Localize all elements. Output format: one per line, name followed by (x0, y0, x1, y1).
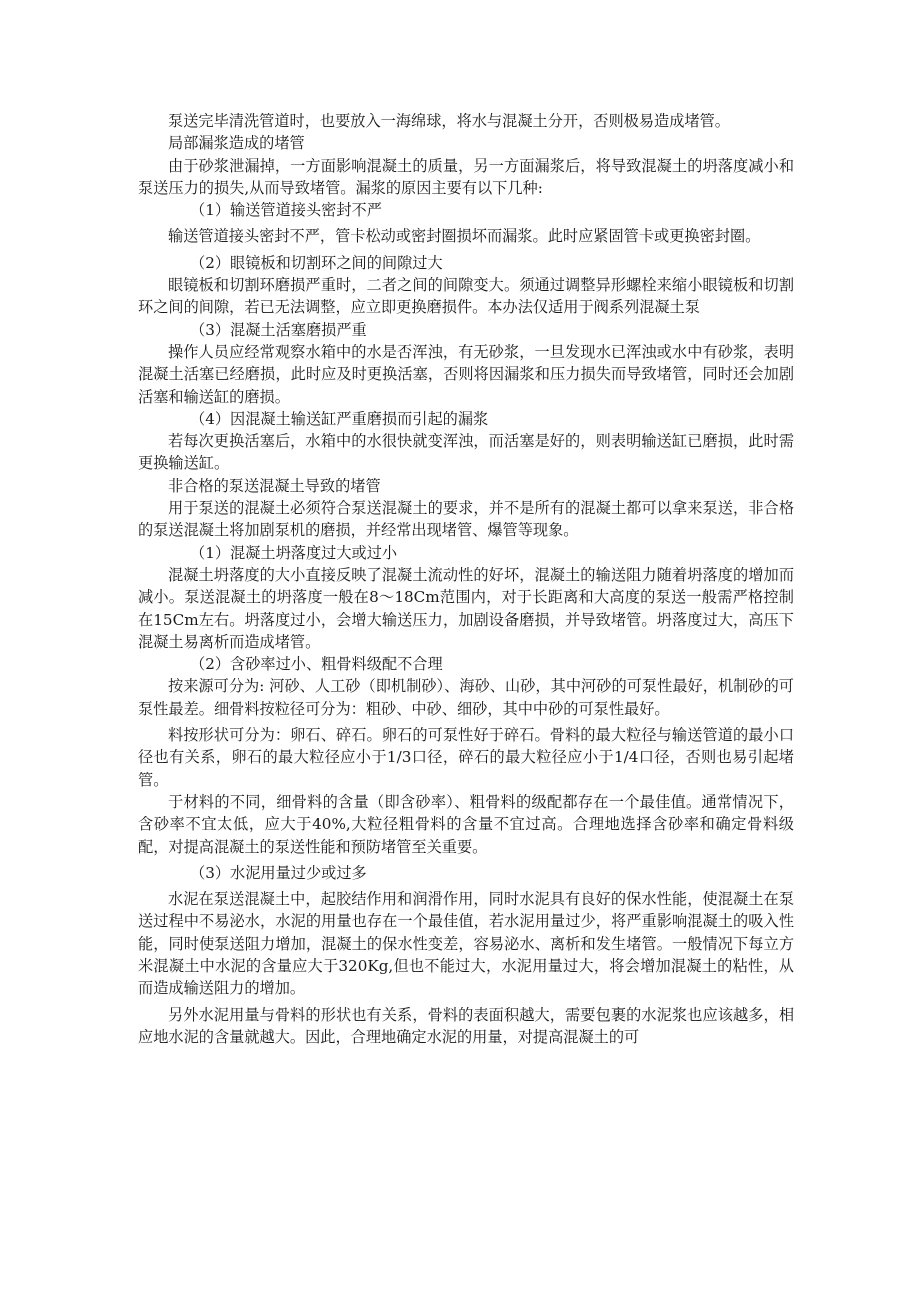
body-paragraph: 若每次更换活塞后，水箱中的水很快就变浑浊，而活塞是好的，则表明输送缸已磨损，此时需更换输送缸。 (138, 432, 794, 473)
section-subheading: （4）因混凝土输送缸严重磨损而引起的漏浆 (190, 409, 489, 428)
section-subheading: （3）混凝土活塞磨损严重 (190, 320, 367, 339)
section-subheading: （2）含砂率过小、粗骨料级配不合理 (190, 655, 443, 674)
section-subheading: （1）混凝土坍落度过大或过小 (190, 543, 398, 562)
body-paragraph: 于材料的不同，细骨料的含量（即含砂率）、粗骨料的级配都存在一个最佳值。通常情况下，含砂率不宜太低，应大于40%,大粒径粗骨料的含量不宜过高。合理地选择含砂率和确定骨料级配，对提高混凝土的泵送性能和预防堵管至关重要。 (138, 792, 794, 856)
body-paragraph: 料按形状可分为：卵石、碎石。卵石的可泵性好于碎石。骨料的最大粒径与输送管道的最小口径也有关系，卵石的最大粒径应小于1/3口径，碎石的最大粒径应小于1/4口径，否则也易引起堵管。 (138, 726, 794, 789)
body-paragraph: 混凝土坍落度的大小直接反映了混凝土流动性的好坏，混凝土的输送阻力随着坍落度的增加而减小。泵送混凝土的坍落度一般在8～18Cm范围内，对于长距离和大高度的泵送一般需严格控制在15Cm左右。坍落度过小，会增大输送压力，加剧设备磨损，并导致堵管。坍落度过大，高压下混凝土易离析而造成堵管。 (138, 565, 794, 651)
body-paragraph: 由于砂浆泄漏掉，一方面影响混凝土的质量，另一方面漏浆后，将导致混凝土的坍落度减小和泵送压力的损失,从而导致堵管。漏浆的原因主要有以下几种: (138, 156, 794, 197)
body-paragraph: 按来源可分为: 河砂、人工砂（即机制砂）、海砂、山砂，其中河砂的可泵性最好，机制砂的可泵性最差。细骨料按粒径可分为：粗砂、中砂、细砂，其中中砂的可泵性最好。 (138, 677, 794, 718)
body-paragraph: 操作人员应经常观察水箱中的水是否浑浊，有无砂浆，一旦发现水已浑浊或水中有砂浆，表明混凝土活塞已经磨损，此时应及时更换活塞，否则将因漏浆和压力损失而导致堵管，同时还会加剧活塞和输送缸的磨损。 (138, 342, 794, 406)
section-subheading: （1）输送管道接头密封不严 (190, 201, 382, 220)
body-paragraph: 用于泵送的混凝土必须符合泵送混凝土的要求，并不是所有的混凝土都可以拿来泵送，非合格的泵送混凝土将加剧泵机的磨损，并经常出现堵管、爆管等现象。 (138, 499, 794, 540)
body-paragraph: 另外水泥用量与骨料的形状也有关系，骨料的表面积越大，需要包裹的水泥浆也应该越多，相应地水泥的含量就越大。因此，合理地确定水泥的用量，对提高混凝土的可 (138, 1005, 794, 1046)
body-paragraph: 非合格的泵送混凝土导致的堵管 (168, 476, 381, 495)
body-paragraph: 泵送完毕清洗管道时，也要放入一海绵球，将水与混凝土分开，否则极易造成堵管。 (168, 112, 730, 130)
section-subheading: （2）眼镜板和切割环之间的间隙过大 (190, 253, 443, 272)
body-paragraph: 眼镜板和切割环磨损严重时，二者之间的间隙变大。须通过调整异形螺栓来缩小眼镜板和切割环之间的间隙，若已无法调整，应立即更换磨损件。本办法仅适用于阀系列混凝土泵 (138, 276, 794, 317)
section-subheading: （3）水泥用量过少或过多 (190, 863, 367, 882)
body-paragraph: 水泥在泵送混凝土中，起胶结作用和润滑作用，同时水泥具有良好的保水性能，使混凝土在泵送过程中不易泌水，水泥的用量也存在一个最佳值，若水泥用量过少，将严重影响混凝土的吸入性能，同时使泵送阻力增加，混凝土的保水性变差，容易泌水、离析和发生堵管。一般情况下每立方米混凝土中水泥的含量应大于320Kg,但也不能过大，水泥用量过大，将会增加混凝土的粘性，从而造成输送阻力的增加。 (138, 890, 794, 998)
body-paragraph: 局部漏浆造成的堵管 (168, 134, 305, 153)
body-paragraph: 输送管道接头密封不严，管卡松动或密封圈损坏而漏浆。此时应紧固管卡或更换密封圈。 (168, 227, 761, 246)
document-body (138, 110, 794, 1048)
